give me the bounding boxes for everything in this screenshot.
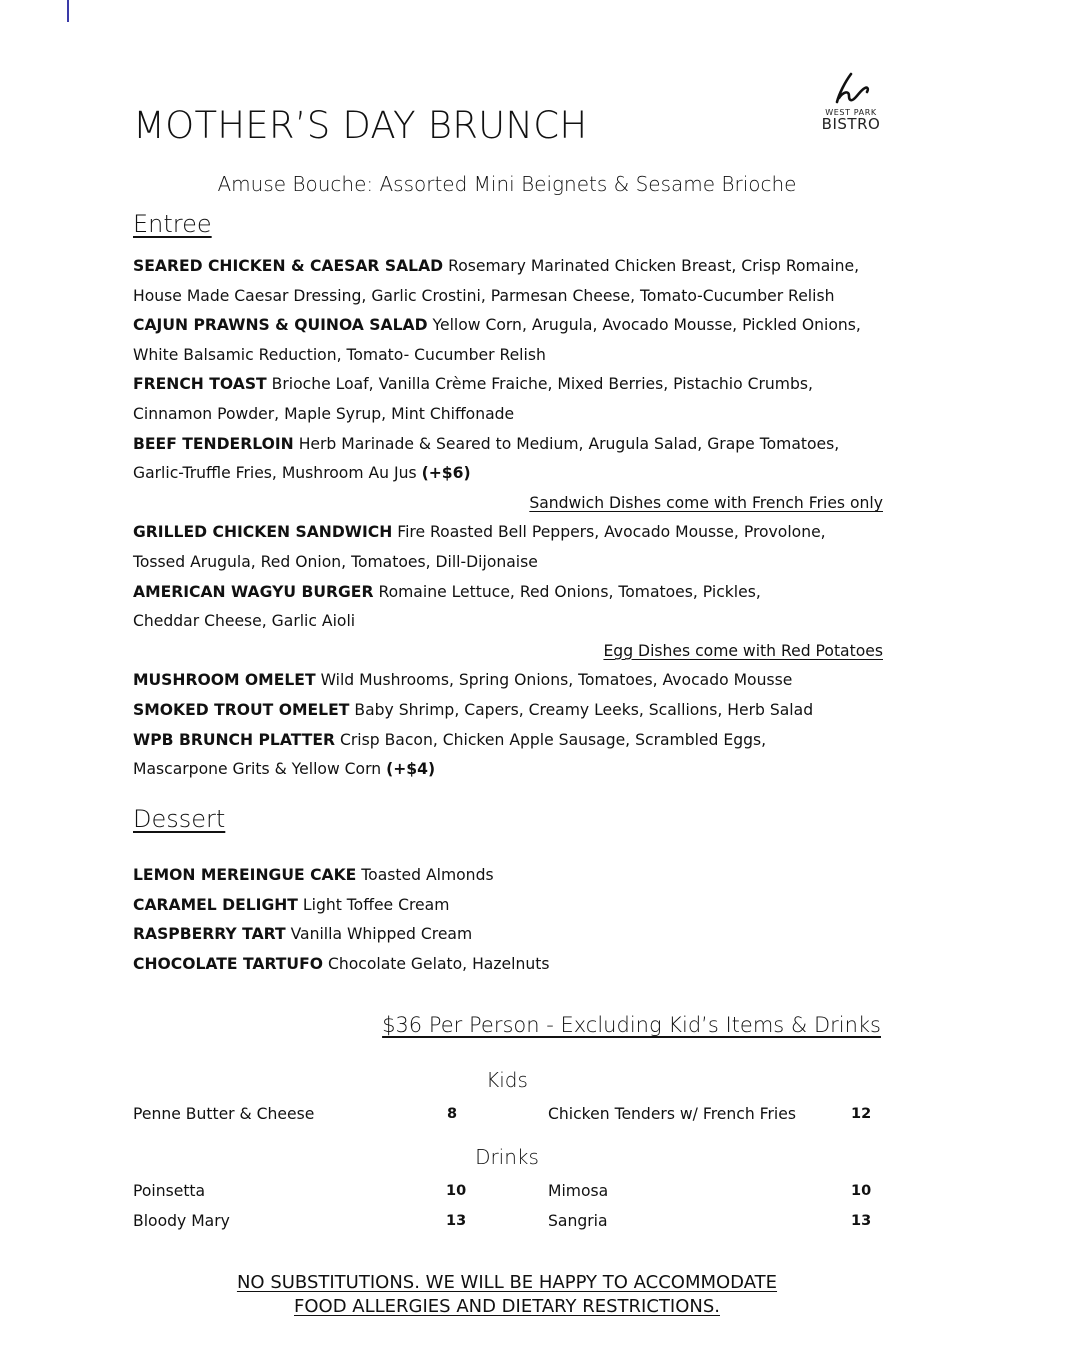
item-desc: Rosemary Marinated Chicken Breast, Crisp Romaine, — [448, 257, 860, 275]
page-edge-mark — [67, 0, 69, 22]
logo-line-1: WEST PARK — [825, 108, 877, 117]
item-name: CAJUN PRAWNS & QUINOA SALAD — [133, 316, 428, 335]
item-desc: Toasted Almonds — [361, 866, 494, 884]
page-title: MOTHER’S DAY BRUNCH — [133, 104, 588, 147]
drink-item-price: 13 — [446, 1213, 467, 1229]
drink-item-name: Sangria — [548, 1212, 608, 1230]
item-desc-cont: Cinnamon Powder, Maple Syrup, Mint Chiffonade — [133, 404, 515, 423]
logo-line-2: BISTRO — [821, 115, 881, 133]
item-name: WPB BRUNCH PLATTER — [133, 730, 335, 749]
item-name: RASPBERRY TART — [133, 925, 286, 944]
item-desc: Wild Mushrooms, Spring Onions, Tomatoes, Avocado Mousse — [320, 671, 793, 690]
kids-item-price: 8 — [447, 1106, 458, 1122]
drink-item-price: 10 — [446, 1183, 467, 1199]
menu-item — [133, 578, 883, 608]
kids-heading: Kids — [486, 1068, 528, 1092]
menu-item — [133, 891, 883, 921]
amuse-bouche: Amuse Bouche: Assorted Mini Beignets & Sesame Brioche — [217, 172, 797, 196]
item-desc-text: Garlic-Truffle Fries, Mushroom Au Jus — [133, 464, 417, 483]
entree-list — [133, 252, 883, 785]
item-name: SMOKED TROUT OMELET — [133, 700, 350, 719]
menu-item — [133, 920, 883, 950]
item-desc-cont: White Balsamic Reduction, Tomato- Cucumber Relish — [133, 345, 546, 364]
notice-line-2: FOOD ALLERGIES AND DIETARY RESTRICTIONS. — [294, 1296, 720, 1317]
item-desc-cont: House Made Caesar Dressing, Garlic Crostini, Parmesan Cheese, Tomato-Cucumber Relish — [133, 286, 835, 305]
menu-item — [133, 518, 883, 548]
item-desc: Fire Roasted Bell Peppers, Avocado Mousse, Provolone, — [397, 523, 826, 542]
menu-item — [133, 370, 883, 400]
item-desc: Herb Marinade & Seared to Medium, Arugula Salad, Grape Tomatoes, — [298, 434, 840, 453]
menu-item — [133, 950, 883, 980]
item-name: SEARED CHICKEN & CAESAR SALAD — [133, 257, 444, 275]
drink-item-price: 10 — [851, 1183, 872, 1199]
item-desc: Yellow Corn, Arugula, Avocado Mousse, Pickled Onions, — [432, 316, 861, 335]
menu-item — [133, 726, 883, 756]
kids-item-name: Chicken Tenders w/ French Fries — [548, 1105, 796, 1123]
logo-script-mark — [829, 72, 873, 106]
item-name: CHOCOLATE TARTUFO — [133, 954, 323, 973]
dessert-heading: Dessert — [133, 805, 226, 833]
item-desc-cont: Cheddar Cheese, Garlic Aioli — [133, 612, 356, 631]
menu-item — [133, 311, 883, 341]
entree-heading: Entree — [133, 210, 212, 238]
item-name: MUSHROOM OMELET — [133, 671, 316, 690]
item-desc-text: Mascarpone Grits & Yellow Corn — [133, 760, 382, 779]
substitution-notice — [0, 1271, 1014, 1319]
restaurant-logo — [818, 72, 884, 132]
notice-line-1: NO SUBSTITUTIONS. WE WILL BE HAPPY TO ACCOMMODATE — [236, 1272, 778, 1293]
item-name: LEMON MEREINGUE CAKE — [133, 866, 357, 884]
drink-item-name: Poinsetta — [133, 1182, 206, 1200]
price-per-person: $36 Per Person - Excluding Kid’s Items & Drinks — [382, 1013, 881, 1037]
item-name: BEEF TENDERLOIN — [133, 434, 294, 453]
item-desc-cont — [133, 755, 883, 785]
dessert-list — [133, 861, 883, 979]
item-desc-cont: Tossed Arugula, Red Onion, Tomatoes, Dill-Dijonaise — [133, 552, 538, 571]
item-desc: Vanilla Whipped Cream — [290, 925, 473, 944]
item-desc: Brioche Loaf, Vanilla Crème Fraiche, Mixed Berries, Pistachio Crumbs, — [271, 375, 813, 394]
item-desc: Crisp Bacon, Chicken Apple Sausage, Scrambled Eggs, — [339, 730, 767, 749]
item-name: GRILLED CHICKEN SANDWICH — [133, 523, 393, 542]
item-name: FRENCH TOAST — [133, 375, 267, 394]
drink-item-price: 13 — [851, 1213, 872, 1229]
item-surcharge: (+$6) — [421, 464, 471, 483]
item-desc: Light Toffee Cream — [302, 895, 450, 914]
drinks-heading: Drinks — [475, 1145, 539, 1169]
menu-item — [133, 666, 883, 696]
menu-item — [133, 252, 883, 282]
item-surcharge: (+$4) — [386, 760, 436, 779]
menu-item — [133, 861, 883, 891]
item-desc: Baby Shrimp, Capers, Creamy Leeks, Scallions, Herb Salad — [354, 700, 814, 719]
item-desc-cont — [133, 459, 883, 489]
menu-item — [133, 696, 883, 726]
item-name: CARAMEL DELIGHT — [133, 895, 298, 914]
egg-note: Egg Dishes come with Red Potatoes — [603, 641, 883, 660]
item-desc: Chocolate Gelato, Hazelnuts — [327, 954, 550, 973]
drink-item-name: Mimosa — [548, 1182, 609, 1200]
menu-item — [133, 430, 883, 460]
kids-item-price: 12 — [851, 1106, 872, 1122]
item-name: AMERICAN WAGYU BURGER — [133, 582, 374, 601]
item-desc: Romaine Lettuce, Red Onions, Tomatoes, Pickles, — [378, 582, 761, 601]
drink-item-name: Bloody Mary — [133, 1212, 230, 1230]
sandwich-note: Sandwich Dishes come with French Fries only — [529, 493, 883, 512]
kids-item-name: Penne Butter & Cheese — [133, 1105, 315, 1123]
